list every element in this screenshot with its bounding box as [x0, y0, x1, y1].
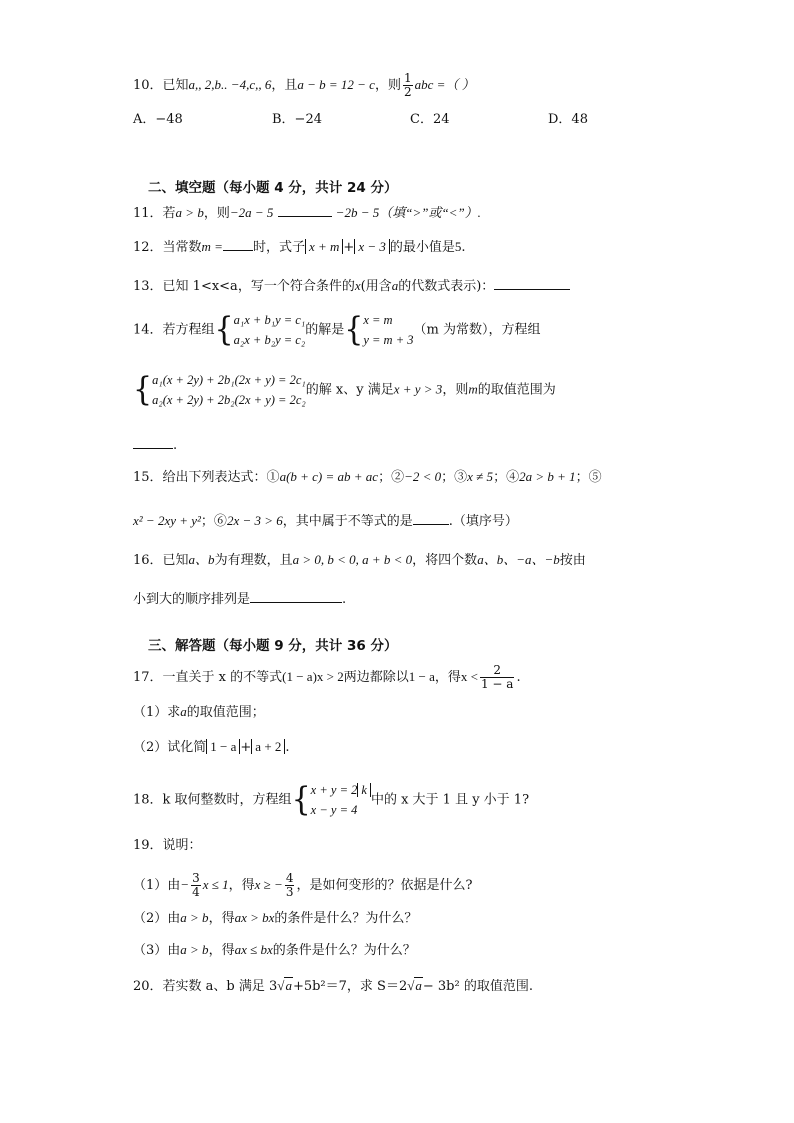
q19-p1-result: x ≥ −: [254, 877, 283, 892]
q19-p1-text: ，得: [228, 878, 255, 893]
q16-text2: ，将四个数: [412, 553, 478, 568]
q17-text2: ，得: [434, 670, 461, 685]
q12-plus: +: [343, 240, 355, 255]
q12-abs1: x + m: [305, 239, 343, 254]
q11-text: ，则: [203, 206, 230, 221]
question-13: [133, 275, 570, 296]
q18-line2: x − y = 4: [310, 803, 358, 817]
q14-label: 14．若方程组: [133, 322, 215, 338]
q16-vars: a、b: [188, 552, 215, 567]
q14-system-1: [234, 310, 306, 350]
question-11: [133, 202, 481, 223]
q19-frac1-den: 4: [192, 885, 200, 899]
q11-cond: a > b: [175, 205, 204, 220]
q17-frac-den: 1 − a: [480, 677, 514, 691]
q19-p1-label: （1）由: [133, 878, 181, 893]
question-20: 20．若实数 a、b 满足 3√a+5b²＝7，求 S＝2√a− 3b² 的取值范围.: [133, 978, 533, 994]
q14-period: .: [173, 438, 178, 453]
q19-p2-text: ，得: [208, 911, 235, 926]
q17-p2-label: （2）试化简: [133, 740, 207, 755]
q12-label: 12．当常数: [133, 240, 202, 255]
question-19-part-3: [133, 941, 416, 960]
question-10: [133, 72, 475, 99]
q14-text2: （m 为常数），方程组: [413, 322, 541, 338]
q15-num4: ；④: [493, 470, 520, 485]
brace-icon: {: [214, 310, 234, 349]
q15-num2: ；②: [378, 470, 405, 485]
q13-text: (用含: [360, 279, 392, 294]
q11-right: −2b − 5（填“>”或“<”）.: [335, 205, 481, 220]
q11-label: 11．若: [133, 206, 176, 221]
q14-text: 的解是: [305, 322, 345, 338]
q19-p1-ineq: x ≤ 1: [202, 877, 229, 892]
q17-p2-plus: +: [240, 740, 252, 755]
q11-answer-blank[interactable]: [278, 202, 332, 217]
q10-frac-num: 1: [403, 71, 412, 85]
q14-system-3: [152, 370, 306, 410]
q17-label: 17．一直关于 x 的不等式: [133, 670, 283, 685]
q20-sqrt1: a: [285, 978, 292, 993]
question-15: [133, 468, 602, 487]
q18-system: [311, 780, 371, 820]
brace-icon: {: [291, 780, 311, 819]
q17-period: .: [516, 670, 521, 685]
q18-abs-k: k: [357, 783, 371, 797]
q14-ineq: x + y > 3: [393, 381, 443, 397]
question-18: [133, 780, 529, 820]
q20-label: 20．若实数 a、b 满足 3: [133, 979, 278, 994]
q17-p1-label: （1）求: [133, 705, 181, 720]
q14-system-2: [363, 310, 413, 350]
q16-nums: a、b、−a、−b: [477, 552, 560, 567]
q12-period: .: [461, 240, 466, 255]
q15-expr4: 2a > b + 1: [519, 469, 576, 484]
q13-x: x: [354, 278, 361, 293]
q14-text4: ，则: [442, 382, 469, 398]
q19-p2-result: ax > bx: [234, 910, 275, 925]
question-16: [133, 551, 586, 570]
q19-p3-label: （3）由: [133, 943, 181, 958]
q19-p2-label: （2）由: [133, 911, 181, 926]
q10-expression: abc =（ ）: [414, 77, 475, 92]
q17-x: x <: [460, 669, 478, 684]
q13-label: 13．已知 1<x<a，写一个符合条件的: [133, 279, 355, 294]
q18-label: 18．k 取何整数时，方程组: [133, 792, 292, 808]
q17-ineq: (1 − a)x > 2: [282, 669, 344, 684]
q15-text2: .（填序号）: [448, 514, 518, 529]
q15-num3: ；③: [441, 470, 468, 485]
q14-sys1-line1: a₁x + b₁y = c₁: [233, 313, 306, 327]
question-17: [133, 664, 521, 691]
q12-m: m =: [201, 239, 223, 254]
q10-option-a: A．−48: [133, 112, 183, 127]
q19-p3-text2: 的条件是什么？为什么？: [272, 943, 416, 958]
q16-period: .: [342, 592, 347, 607]
q10-frac-den: 2: [403, 85, 412, 99]
q19-p3-result: ax ≤ bx: [234, 942, 273, 957]
q15-answer-blank[interactable]: [413, 510, 449, 525]
q12-value: 5: [454, 239, 462, 254]
q19-fraction-2: [285, 872, 295, 899]
q19-p2-cond: a > b: [180, 910, 209, 925]
question-19: 19．说明：: [133, 838, 202, 853]
question-14-cont: [133, 370, 556, 410]
q17-p2-abs2: a + 2: [251, 739, 285, 754]
q10-condition: a − b = 12 − c: [297, 77, 375, 92]
q20-sqrt2: a: [415, 978, 422, 993]
q10-option-b: B．−24: [272, 112, 322, 127]
section-heading-fill-in: 二、填空题（每小题 4 分，共计 24 分）: [148, 180, 398, 196]
q13-text2: 的代数式表示)：: [398, 279, 495, 294]
q19-p2-text2: 的条件是什么？为什么？: [274, 911, 418, 926]
q10-text: ，且: [271, 78, 298, 93]
question-16-cont: [133, 588, 346, 609]
q10-fraction: [403, 72, 413, 99]
q14-text5: 的取值范围为: [477, 382, 556, 398]
q18-line1: x + y = 2: [310, 783, 358, 797]
q15-expr2: −2 < 0: [404, 469, 442, 484]
q19-p1-text2: ，是如何变形的？依据是什么?: [296, 878, 473, 893]
q13-answer-blank[interactable]: [494, 275, 570, 290]
q15-num5: ；⑤: [575, 470, 602, 485]
q14-sys3-line1: a₁(x + 2y) + 2b₁(2x + y) = 2c₁: [152, 373, 306, 387]
q15-expr3: x ≠ 5: [467, 469, 494, 484]
q15-num6: ；⑥: [200, 514, 227, 529]
q15-text: ，其中属于不等式的是: [282, 514, 413, 529]
q19-frac2-den: 3: [285, 885, 294, 899]
q20-text2: − 3b² 的取值范围.: [422, 979, 533, 994]
q19-frac1-num: 3: [192, 871, 200, 885]
q14-text3: 的解 x、y 满足: [305, 382, 394, 398]
section-heading-solve: 三、解答题（每小题 9 分，共计 36 分）: [148, 638, 398, 654]
q19-p1-minus: −: [180, 877, 190, 892]
q19-p3-cond: a > b: [180, 942, 209, 957]
q10-sequence: a,, 2,b.. −4,c,, 6: [188, 77, 272, 92]
q14-answer-blank[interactable]: [133, 434, 173, 449]
question-17-part-1: [133, 703, 265, 722]
q14-sys2-line2: y = m + 3: [363, 333, 414, 347]
q17-frac-num: 2: [480, 664, 514, 678]
q15-label: 15．给出下列表达式：: [133, 470, 267, 485]
q10-label: 10．已知: [133, 78, 189, 93]
q15-expr6: 2x − 3 > 6: [226, 513, 283, 528]
q14-m: m: [468, 381, 478, 397]
q19-frac2-num: 4: [285, 871, 294, 885]
q20-text: +5b²＝7，求 S＝2: [292, 979, 408, 994]
q16-label: 16．已知: [133, 553, 189, 568]
q12-text2: 的最小值是: [389, 240, 455, 255]
question-15-cont: [133, 510, 518, 531]
question-17-part-2: [133, 738, 290, 757]
q18-text: 中的 x 大于 1 且 y 小于 1?: [370, 792, 530, 808]
q17-p2-abs1: 1 − a: [206, 739, 240, 754]
q17-text: 两边都除以: [343, 670, 409, 685]
question-12: [133, 236, 466, 257]
q14-sys1-line2: a₂x + b₂y = c₂: [233, 333, 306, 347]
q17-p1-text: 的取值范围；: [186, 705, 265, 720]
q16-conds: a > 0, b < 0, a + b < 0: [292, 552, 413, 567]
q13-a: a: [391, 278, 399, 293]
question-19-part-2: [133, 909, 417, 928]
brace-icon: {: [133, 370, 153, 409]
q15-expr1: a(b + c) = ab + ac: [279, 469, 379, 484]
q16-text3: 按由: [559, 553, 586, 568]
q19-p3-text: ，得: [208, 943, 235, 958]
q16-answer-blank[interactable]: [250, 588, 342, 603]
brace-icon: {: [344, 310, 364, 349]
q10-text-then: ，则: [374, 78, 401, 93]
q17-fraction: [480, 664, 514, 691]
q10-option-c: C．24: [410, 112, 450, 127]
q17-divisor: 1 − a: [408, 669, 435, 684]
q14-sys3-line2: a₂(x + 2y) + 2b₂(2x + y) = 2c₂: [152, 393, 306, 407]
q15-num1: ①: [266, 470, 280, 485]
question-14-blank-line: [133, 434, 177, 455]
question-19-part-1: [133, 872, 472, 899]
q17-p2-period: .: [285, 740, 290, 755]
q14-sys2-line1: x = m: [363, 313, 393, 327]
q16-text4: 小到大的顺序排列是: [133, 592, 251, 607]
q19-fraction-1: [191, 872, 201, 899]
q12-answer-blank[interactable]: [223, 236, 253, 251]
q15-expr5: x² − 2xy + y²: [133, 513, 201, 528]
q10-option-d: D．48: [548, 112, 588, 127]
q12-text: 时，式子: [252, 240, 305, 255]
q16-text: 为有理数，且: [214, 553, 293, 568]
question-14: [133, 310, 540, 350]
q17-p1-var: a: [180, 704, 187, 719]
q12-abs2: x − 3: [354, 239, 390, 254]
q11-left: −2a − 5: [229, 205, 274, 220]
